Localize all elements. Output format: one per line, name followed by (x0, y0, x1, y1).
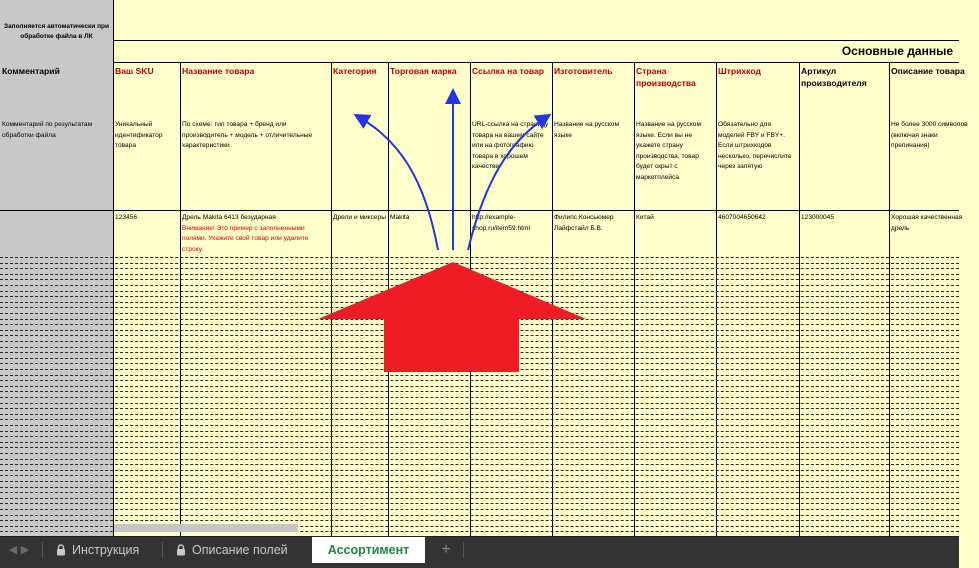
row-divider (0, 503, 959, 504)
tab-label: Описание полей (192, 543, 288, 557)
desc-description[interactable]: Не более 3000 символов (включая знаки препинания) (891, 121, 968, 149)
row-divider (0, 431, 959, 432)
header-description[interactable]: Описание товара (891, 66, 965, 76)
row-divider (0, 414, 959, 415)
desc-manufacturer[interactable]: Название на русском языке (554, 121, 620, 139)
section-title: Основные данные (841, 44, 953, 58)
row-divider (0, 285, 959, 286)
row-divider (0, 481, 959, 482)
add-sheet-button[interactable]: + (441, 541, 451, 558)
row-divider (0, 380, 959, 381)
example-description[interactable]: Хорошая качественная дрель (891, 214, 963, 232)
row-divider (0, 358, 959, 359)
row-divider (0, 324, 959, 325)
grid-hline (0, 210, 959, 211)
row-divider (0, 386, 959, 387)
tab-instruction[interactable] (44, 537, 160, 563)
row-divider (0, 307, 959, 308)
row-divider (0, 347, 959, 348)
row-divider (0, 302, 959, 303)
example-warning: Внимание! Это пример с заполненными полями. Укажите свой товар или удалите строку. (182, 224, 309, 253)
row-divider (0, 352, 959, 353)
lock-icon (56, 544, 66, 556)
tab-label: Инструкция (72, 543, 140, 557)
tab-label: Ассортимент (327, 543, 410, 557)
row-divider (0, 520, 959, 521)
row-divider (0, 330, 959, 331)
row-divider (0, 279, 959, 280)
desc-name[interactable]: По схеме: тип товара + бренд или производитель + модель + отличительные характеристики (182, 121, 313, 149)
row-divider (0, 291, 959, 292)
sheet-tab-bar (0, 536, 959, 568)
horizontal-scrollbar[interactable] (114, 524, 298, 532)
header-brand[interactable]: Торговая марка (390, 66, 457, 76)
row-divider (0, 335, 959, 336)
example-name: Дрель Makita 6413 безударная (182, 214, 276, 221)
header-barcode[interactable]: Штрихкод (718, 66, 761, 76)
row-divider (0, 375, 959, 376)
row-divider (0, 257, 959, 258)
row-divider (0, 425, 959, 426)
row-divider (0, 464, 959, 465)
row-divider (0, 403, 959, 404)
desc-vendor-code[interactable] (799, 118, 889, 210)
header-name[interactable]: Название товара (182, 66, 255, 76)
row-divider (0, 313, 959, 314)
row-divider (0, 296, 959, 297)
row-divider (0, 453, 959, 454)
row-divider (0, 341, 959, 342)
comment-description[interactable]: Комментарий по результатам обработки файла (2, 121, 93, 139)
row-divider (0, 487, 959, 488)
row-divider (0, 509, 959, 510)
example-barcode[interactable]: 4607004650642 (718, 214, 766, 221)
example-country[interactable]: Китай (636, 214, 654, 221)
row-divider (0, 498, 959, 499)
row-divider (0, 397, 959, 398)
grid-hline (113, 40, 959, 41)
prev-sheet-icon[interactable]: ◀ (8, 544, 18, 556)
desc-link[interactable]: URL-ссылка на страницу товара на вашем сайте или на фотографию товара в хорошем качестве (472, 121, 549, 170)
header-sku[interactable]: Ваш SKU (115, 66, 154, 76)
row-divider (0, 442, 959, 443)
row-divider (0, 475, 959, 476)
comment-header[interactable]: Комментарий (2, 66, 60, 76)
tab-separator (162, 542, 163, 558)
row-divider (0, 447, 959, 448)
tab-separator (463, 542, 464, 558)
tab-assortment[interactable] (312, 537, 425, 563)
header-link[interactable]: Ссылка на товар (472, 66, 545, 76)
row-divider (0, 436, 959, 437)
next-sheet-icon[interactable]: ▶ (20, 544, 30, 556)
header-country[interactable]: Страна производства (636, 66, 696, 88)
row-divider (0, 391, 959, 392)
lock-icon (176, 544, 186, 556)
tab-field-description[interactable] (164, 537, 310, 563)
example-brand[interactable]: Makita (390, 214, 410, 221)
example-category[interactable]: Дрели и миксеры (333, 214, 387, 221)
row-divider (0, 470, 959, 471)
row-divider (0, 363, 959, 364)
tab-separator (42, 542, 43, 558)
example-vendor-code[interactable]: 123000045 (801, 214, 835, 221)
desc-country[interactable]: Название на русском языке. Если вы не укажете страну производства, товар будет скрыт с маркетплейса (636, 121, 702, 181)
desc-brand[interactable] (388, 118, 470, 210)
auto-fill-note: Заполняется автоматически при обработке файла в ЛК (4, 23, 109, 40)
row-divider (0, 268, 959, 269)
desc-barcode[interactable]: Обязательно для моделей FBY и FBY+. Если штрихкодов несколько, перечислите через запятую (718, 121, 792, 170)
example-manufacturer[interactable]: Филипс Консьюмер Лайфстайл Б.В. (554, 214, 614, 232)
row-divider (0, 263, 959, 264)
row-divider (0, 492, 959, 493)
header-vendor-code[interactable]: Артикул производителя (801, 66, 867, 88)
header-category[interactable]: Категория (333, 66, 377, 76)
grid-hline (113, 62, 959, 63)
row-divider (0, 319, 959, 320)
row-divider (0, 274, 959, 275)
desc-sku[interactable]: Уникальный идентификатор товара (115, 121, 163, 149)
header-manufacturer[interactable]: Изготовитель (554, 66, 613, 76)
row-divider (0, 419, 959, 420)
desc-category[interactable] (331, 118, 388, 210)
example-link[interactable]: http://example-shop.ru/item59.html (472, 214, 530, 232)
example-name-cell[interactable] (180, 211, 331, 257)
row-divider (0, 369, 959, 370)
row-divider (0, 515, 959, 516)
example-sku[interactable]: 123456 (115, 214, 138, 221)
row-divider (0, 459, 959, 460)
row-divider (0, 408, 959, 409)
